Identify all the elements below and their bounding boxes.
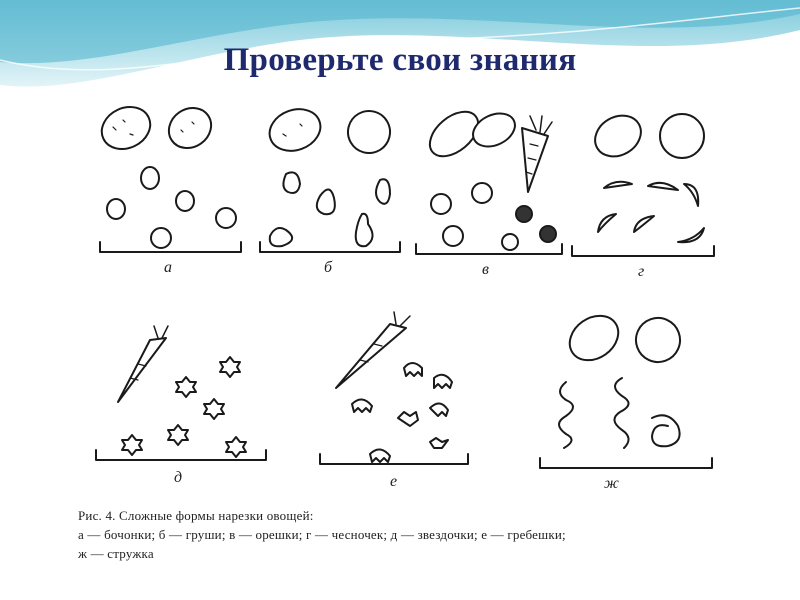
star-shape bbox=[122, 435, 142, 455]
potato-shape bbox=[561, 307, 627, 370]
shaving-shape bbox=[559, 382, 573, 448]
caption-legend-line: а — бочонки; б — груши; в — орешки; г — чесночек; д — звездочки; е — гребешки; bbox=[78, 527, 566, 542]
panel-b-pears bbox=[260, 102, 400, 252]
panel-d-stars bbox=[96, 326, 266, 460]
pear-shape bbox=[356, 214, 373, 247]
garlic-clove-shape bbox=[678, 228, 704, 242]
star-shape bbox=[226, 437, 246, 457]
star-shape bbox=[220, 357, 240, 377]
pear-shape bbox=[270, 228, 292, 246]
panel-label-d: д bbox=[174, 469, 183, 486]
nut-shape bbox=[431, 194, 451, 214]
comb-shape bbox=[404, 363, 422, 376]
potato-shape bbox=[630, 312, 686, 368]
garlic-clove-shape bbox=[598, 214, 616, 232]
slide-title: Проверьте свои знания bbox=[223, 42, 577, 78]
caption-title: Рис. 4. Сложные формы нарезки овощей: bbox=[78, 508, 314, 523]
pear-shape bbox=[317, 189, 335, 214]
garlic-clove-shape bbox=[634, 216, 654, 232]
star-shape bbox=[168, 425, 188, 445]
caption-legend-line: ж — стружка bbox=[78, 546, 154, 561]
comb-shape bbox=[434, 375, 452, 388]
shaving-shape bbox=[652, 415, 680, 446]
nut-shape bbox=[472, 183, 492, 203]
potato-shape bbox=[660, 114, 704, 158]
panel-v-baseline bbox=[416, 244, 562, 254]
comb-shape bbox=[430, 438, 448, 448]
nut-shape bbox=[540, 226, 556, 242]
panel-label-zh: ж bbox=[604, 475, 619, 490]
panel-zh-baseline bbox=[540, 458, 712, 468]
potato-shape bbox=[264, 102, 327, 157]
panel-label-v: в bbox=[482, 261, 489, 278]
star-shape bbox=[176, 377, 196, 397]
star-shape bbox=[204, 399, 224, 419]
vegetable-cuts-figure bbox=[78, 92, 738, 490]
panel-e-combs bbox=[320, 312, 468, 464]
nut-shape bbox=[502, 234, 518, 250]
shaving-shape bbox=[614, 378, 628, 448]
carrot-shape bbox=[118, 338, 166, 402]
barrel-shape bbox=[141, 167, 159, 189]
pear-shape bbox=[283, 172, 300, 193]
potato-shape bbox=[161, 100, 219, 156]
panel-label-a: а bbox=[164, 259, 172, 276]
panel-zh-shavings bbox=[540, 307, 712, 468]
barrel-shape bbox=[176, 191, 194, 211]
panel-g-garlic bbox=[572, 108, 714, 256]
panel-label-e: е bbox=[390, 473, 398, 490]
barrel-shape bbox=[107, 199, 125, 219]
comb-shape bbox=[398, 412, 418, 426]
potato-shape bbox=[95, 99, 157, 156]
barrel-shape bbox=[151, 228, 171, 248]
panel-g-baseline bbox=[572, 246, 714, 256]
nut-shape bbox=[516, 206, 532, 222]
comb-shape bbox=[352, 399, 372, 412]
panel-a-barrels bbox=[95, 99, 241, 252]
panel-v-nuts bbox=[416, 103, 562, 254]
garlic-clove-shape bbox=[604, 182, 632, 188]
potato-shape bbox=[588, 108, 649, 165]
pear-shape bbox=[376, 179, 390, 204]
potato-shape bbox=[340, 103, 397, 160]
carrot-shape bbox=[336, 324, 406, 388]
potato-shape bbox=[468, 107, 521, 153]
nut-shape bbox=[443, 226, 463, 246]
panel-label-g: г bbox=[638, 263, 645, 280]
panel-e-baseline bbox=[320, 454, 468, 464]
panel-label-b: б bbox=[324, 259, 333, 276]
garlic-clove-shape bbox=[684, 184, 698, 206]
garlic-clove-shape bbox=[648, 183, 678, 190]
comb-shape bbox=[430, 403, 448, 416]
comb-shape bbox=[370, 449, 390, 462]
figure-caption bbox=[78, 506, 738, 563]
barrel-shape bbox=[216, 208, 236, 228]
